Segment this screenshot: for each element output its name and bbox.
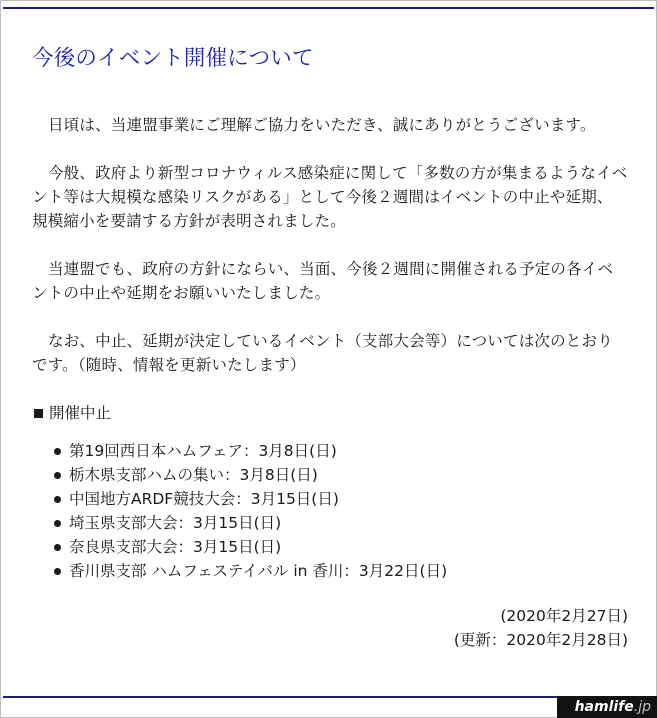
article (32, 42, 628, 652)
black-square-icon (34, 409, 43, 418)
paragraph-league-policy: 当連盟でも、政府の方針にならい、当面、今後２週間に開催される予定の各イベントの中止や延期をお願いいたしました。 (32, 260, 614, 302)
list-item (54, 487, 628, 511)
top-rule (3, 7, 654, 9)
bullet-icon (54, 568, 61, 575)
section-heading (32, 401, 628, 425)
list-item (54, 463, 628, 487)
cancelled-events-list (32, 439, 628, 583)
bullet-icon (54, 448, 61, 455)
paragraph-cancelled-intro: なお、中止、延期が決定しているイベント（支部大会等）については次のとおりです。（随時、情報を更新いたします） (32, 332, 613, 374)
bullet-icon (54, 496, 61, 503)
list-item (54, 511, 628, 535)
paragraph-government-request: 今般、政府より新型コロナウィルス感染症に関して「多数の方が集まるようなイベント等は大規模な感染リスクがある」として今後２週間はイベントの中止や延期、規模縮小を要請する方針が表明されました。 (32, 164, 628, 230)
bullet-icon (54, 472, 61, 479)
event-label: 栃木県支部ハムの集い：3月8日(日) (69, 466, 318, 484)
posted-date: (2020年2月27日) (500, 607, 628, 625)
updated-date: (更新：2020年2月28日) (453, 631, 628, 649)
watermark-brand: hamlife (574, 699, 634, 715)
paragraph-greeting: 日頃は、当連盟事業にご理解ご協力をいただき、誠にありがとうございます。 (48, 116, 596, 134)
event-label: 第19回西日本ハムフェア：3月8日(日) (69, 442, 337, 460)
event-label: 中国地方ARDF競技大会：3月15日(日) (69, 490, 339, 508)
event-label: 奈良県支部大会：3月15日(日) (69, 538, 282, 556)
bullet-icon (54, 544, 61, 551)
list-item (54, 439, 628, 463)
date-block (32, 604, 628, 652)
hamlife-watermark-logo (557, 696, 657, 718)
page-title: 今後のイベント開催について (32, 46, 314, 71)
list-item (54, 535, 628, 559)
list-item (54, 559, 628, 583)
event-label: 香川県支部 ハムフェステイバル in 香川：3月22日(日) (69, 562, 448, 580)
watermark-tld: .jp (633, 699, 651, 715)
bullet-icon (54, 520, 61, 527)
event-label: 埼玉県支部大会：3月15日(日) (69, 514, 282, 532)
section-heading-label: 開催中止 (49, 404, 112, 422)
